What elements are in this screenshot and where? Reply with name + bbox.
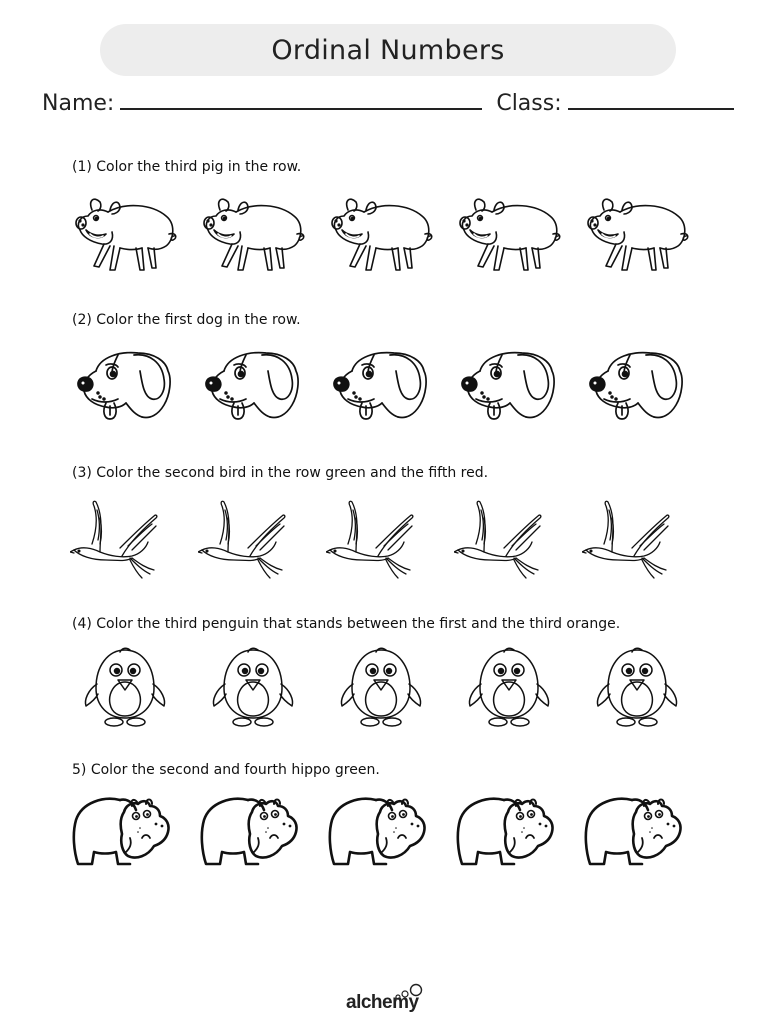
bird-row — [70, 496, 710, 586]
dog-icon[interactable] — [326, 343, 436, 433]
name-blank[interactable] — [120, 108, 482, 110]
class-blank[interactable] — [568, 108, 734, 110]
name-class-line — [42, 86, 738, 116]
hippo-icon[interactable] — [582, 790, 692, 880]
hippo-icon[interactable] — [326, 790, 436, 880]
penguin-icon[interactable] — [198, 644, 308, 734]
question-5: 5) Color the second and fourth hippo green. — [72, 762, 380, 778]
penguin-row — [70, 644, 710, 734]
page-title: Ordinal Numbers — [271, 34, 505, 66]
title-banner — [100, 24, 676, 76]
bird-icon[interactable] — [454, 496, 564, 586]
hippo-icon[interactable] — [198, 790, 308, 880]
dog-icon[interactable] — [454, 343, 564, 433]
dog-row — [70, 343, 710, 433]
name-label: Name: — [42, 91, 115, 116]
hippo-icon[interactable] — [454, 790, 564, 880]
dog-icon[interactable] — [70, 343, 180, 433]
penguin-icon[interactable] — [454, 644, 564, 734]
class-label: Class: — [496, 91, 562, 116]
bird-icon[interactable] — [70, 496, 180, 586]
penguin-icon[interactable] — [70, 644, 180, 734]
logo-text: alchemy — [346, 992, 419, 1013]
dog-icon[interactable] — [582, 343, 692, 433]
pig-icon[interactable] — [454, 190, 564, 280]
question-3: (3) Color the second bird in the row green and the fifth red. — [72, 465, 489, 481]
pig-icon[interactable] — [582, 190, 692, 280]
pig-icon[interactable] — [70, 190, 180, 280]
bird-icon[interactable] — [326, 496, 436, 586]
pig-icon[interactable] — [198, 190, 308, 280]
question-2: (2) Color the first dog in the row. — [72, 312, 301, 328]
dog-icon[interactable] — [198, 343, 308, 433]
hippo-icon[interactable] — [70, 790, 180, 880]
question-1: (1) Color the third pig in the row. — [72, 159, 302, 175]
penguin-icon[interactable] — [326, 644, 436, 734]
alchemy-logo — [340, 980, 430, 1020]
hippo-row — [70, 790, 710, 880]
bird-icon[interactable] — [582, 496, 692, 586]
penguin-icon[interactable] — [582, 644, 692, 734]
pig-row — [70, 190, 710, 280]
bird-icon[interactable] — [198, 496, 308, 586]
question-4: (4) Color the third penguin that stands between the first and the third orange. — [72, 616, 621, 632]
pig-icon[interactable] — [326, 190, 436, 280]
